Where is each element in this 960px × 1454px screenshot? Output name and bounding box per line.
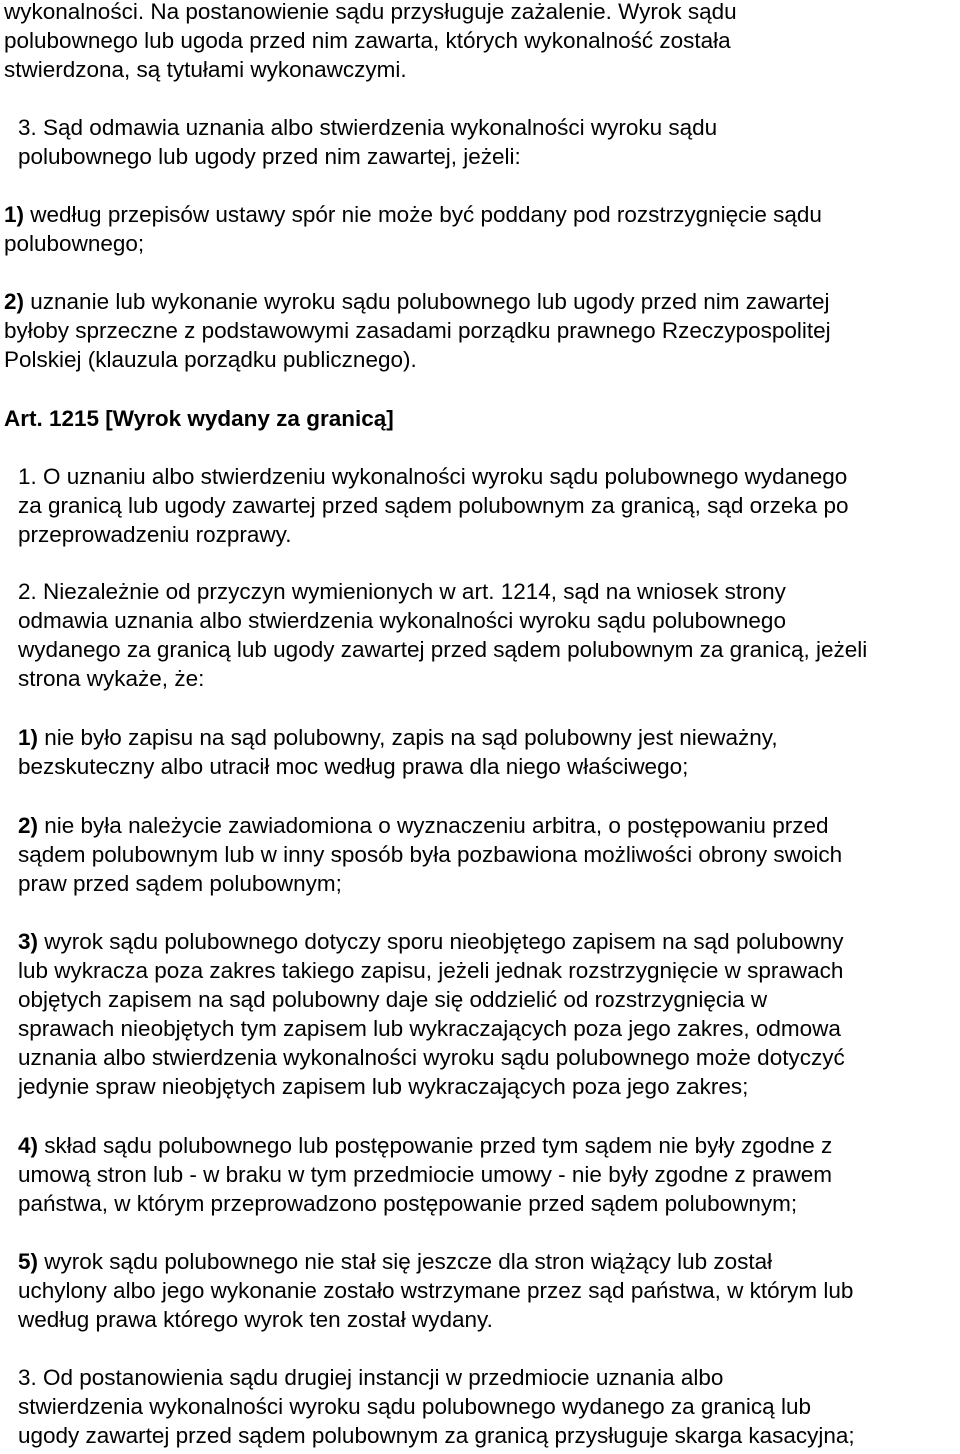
- condition-2-number: 2): [4, 289, 25, 314]
- condition-1-number: 1): [4, 202, 25, 227]
- refusal-ground-4-number: 4): [18, 1133, 39, 1158]
- section-3-paragraph: 3. Sąd odmawia uznania albo stwierdzenia wykonalności wyroku sądu polubownego lub ugody przed nim zawartej, jeżeli:: [18, 115, 718, 169]
- article-heading: Art. 1215 [Wyrok wydany za granicą]: [4, 406, 394, 431]
- refusal-ground-4-text: skład sądu polubownego lub postępowanie przed tym sądem nie były zgodne z umową stron lub - w braku w tym przedmiocie umowy - nie były zgodne z prawem państwa, w którym przeprowadzono postępowanie przed sądem polubownym;: [18, 1133, 833, 1216]
- refusal-ground-2-text: nie była należycie zawiadomiona o wyznaczeniu arbitra, o postępowaniu przed sądem polubownym lub w inny sposób była pozbawiona możliwości obrony swoich praw przed sądem polubownym;: [18, 813, 843, 896]
- refusal-ground-2-number: 2): [18, 813, 39, 838]
- condition-2-item: [4, 287, 958, 374]
- article-paragraph-3: 3. Od postanowienia sądu drugiej instancji w przedmiocie uznania albo stwierdzenia wykonalności wyroku sądu polubownego wydanego za granicą lub ugody zawartej przed sądem polubownym za granicą przysługuje skarga kasacyjna;: [18, 1365, 855, 1448]
- refusal-ground-1: [18, 723, 958, 781]
- intro-paragraph: wykonalności. Na postanowienie sądu przysługuje zażalenie. Wyrok sądu polubownego lub ugoda przed nim zawarta, których wykonalność została stwierdzona, są tytułami wykonawczymi.: [4, 0, 737, 82]
- refusal-ground-5-number: 5): [18, 1249, 39, 1274]
- condition-1-item: [4, 200, 958, 258]
- refusal-ground-3-text: wyrok sądu polubownego dotyczy sporu nieobjętego zapisem na sąd polubowny lub wykracza poza zakres takiego zapisu, jeżeli jednak rozstrzygnięcie w sprawach objętych zapisem na sąd polubowny daje się oddzielić od rozstrzygnięcia w sprawach nieobjętych tym zapisem lub wykraczających poza jego zakres, odmowa uznania albo stwierdzenia wykonalności wyroku sądu polubownego może dotyczyć jedynie spraw nieobjętych zapisem lub wykraczających poza jego zakres;: [18, 929, 845, 1099]
- condition-2-text: uznanie lub wykonanie wyroku sądu polubownego lub ugody przed nim zawartej byłoby sprzeczne z podstawowymi zasadami porządku prawnego Rzeczypospolitej Polskiej (klauzula porządku publicznego).: [4, 289, 831, 372]
- refusal-ground-5: [18, 1247, 958, 1334]
- refusal-ground-3: [18, 927, 958, 1101]
- refusal-ground-4: [18, 1131, 958, 1218]
- condition-1-text: według przepisów ustawy spór nie może być poddany pod rozstrzygnięcie sądu polubownego;: [4, 202, 822, 256]
- refusal-ground-3-number: 3): [18, 929, 39, 954]
- refusal-ground-5-text: wyrok sądu polubownego nie stał się jeszcze dla stron wiążący lub został uchylony albo jego wykonanie zostało wstrzymane przez sąd państwa, w którym lub według prawa którego wyrok ten został wydany.: [18, 1249, 854, 1332]
- article-paragraph-2: 2. Niezależnie od przyczyn wymienionych w art. 1214, sąd na wniosek strony odmawia uznania albo stwierdzenia wykonalności wyroku sądu polubownego wydanego za granicą lub ugody zawartej przed sądem polubownym za granicą, jeżeli strona wykaże, że:: [18, 579, 868, 691]
- refusal-ground-2: [18, 811, 958, 898]
- refusal-ground-1-text: nie było zapisu na sąd polubowny, zapis na sąd polubowny jest nieważny, bezskuteczny albo utracił moc według prawa dla niego właściwego;: [18, 725, 778, 779]
- article-paragraph-1: 1. O uznaniu albo stwierdzeniu wykonalności wyroku sądu polubownego wydanego za granicą lub ugody zawartej przed sądem polubownym za granicą, sąd orzeka po przeprowadzeniu rozprawy.: [18, 464, 849, 547]
- refusal-ground-1-number: 1): [18, 725, 39, 750]
